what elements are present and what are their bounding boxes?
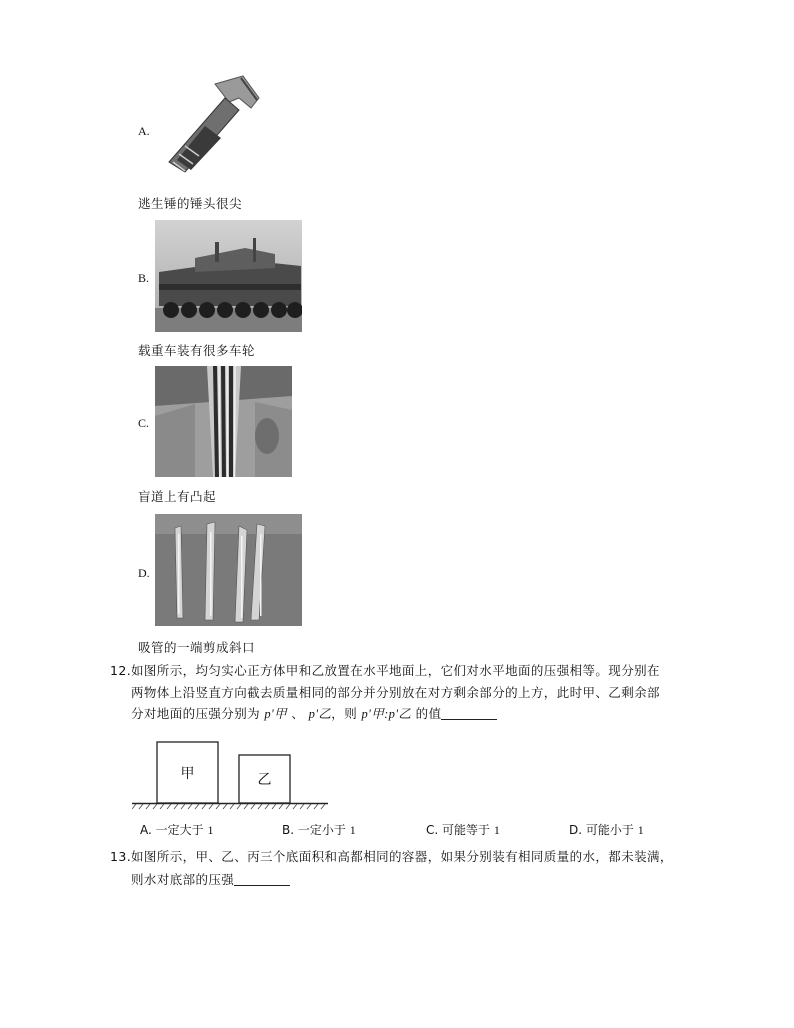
q12-line-3	[131, 704, 497, 724]
q12-line-2: 两物体上沿竖直方向截去质量相同的部分并分别放在对方剩余部分的上方，此时甲、乙剩余部	[131, 685, 660, 700]
option-b-letter: B.	[138, 271, 150, 285]
option-a-letter: A.	[138, 124, 150, 138]
option-d-letter: D.	[138, 566, 150, 580]
block-jia-label: 甲	[180, 765, 195, 782]
q12-choice-d[interactable]	[569, 821, 644, 838]
option-c-letter: C.	[138, 416, 150, 430]
q12-choice-a[interactable]	[140, 821, 213, 838]
block-yi-label: 乙	[257, 772, 272, 788]
q13-line-2	[131, 870, 290, 890]
option-a-caption: 逃生锤的锤头很尖	[138, 196, 243, 211]
option-d-caption: 吸管的一端剪成斜口	[138, 640, 256, 655]
hammer-photo	[155, 72, 263, 182]
q12-choice-d-text: 可能小于	[585, 823, 634, 837]
option-b-caption: 载重车装有很多车轮	[138, 343, 256, 358]
q12-line-1: 如图所示，均匀实心正方体甲和乙放置在水平地面上，它们对水平地面的压强相等。现分别在	[131, 663, 660, 678]
q12-line-3-mid: ，则	[331, 706, 358, 721]
q12-line-3-pre: 分对地面的压强分别为	[131, 706, 261, 721]
q12-ratio: p'甲:p'乙	[361, 707, 412, 721]
q12-choice-d-letter: D.	[569, 823, 583, 837]
q12-choice-a-letter: A.	[140, 823, 152, 837]
q12-choice-a-num: 1	[207, 823, 214, 837]
q12-answer-blank	[441, 706, 497, 720]
q13-number: 13.	[110, 849, 132, 864]
q12-choice-b-num: 1	[349, 823, 356, 837]
q13-answer-blank	[234, 872, 290, 886]
q12-choice-b-letter: B.	[282, 823, 295, 837]
q12-choice-c-letter: C.	[426, 823, 439, 837]
q12-choice-c-text: 可能等于	[442, 823, 491, 837]
truck-photo	[155, 220, 302, 332]
q12-line-3-post: 的值	[415, 706, 442, 721]
q13-line-1: 如图所示，甲、乙、丙三个底面积和高都相同的容器，如果分别装有相同质量的水，都未装满，	[131, 849, 673, 864]
option-c-caption: 盲道上有凸起	[138, 489, 217, 504]
q12-p-yi: p'乙	[308, 707, 332, 721]
q13-line-2-text: 则水对底部的压强	[131, 872, 235, 887]
q12-choice-b[interactable]	[282, 821, 356, 838]
q12-choice-a-text: 一定大于	[155, 823, 204, 837]
q12-choice-b-text: 一定小于	[297, 823, 346, 837]
tactile-paving-photo	[155, 366, 292, 477]
q12-choice-c[interactable]	[426, 821, 500, 838]
q12-p-jia: p'甲	[264, 707, 288, 721]
straws-photo	[155, 514, 302, 626]
q12-choice-c-num: 1	[493, 823, 500, 837]
q12-sep: 、	[291, 706, 305, 721]
q12-number: 12.	[110, 663, 132, 678]
q12-choice-d-num: 1	[637, 823, 644, 837]
